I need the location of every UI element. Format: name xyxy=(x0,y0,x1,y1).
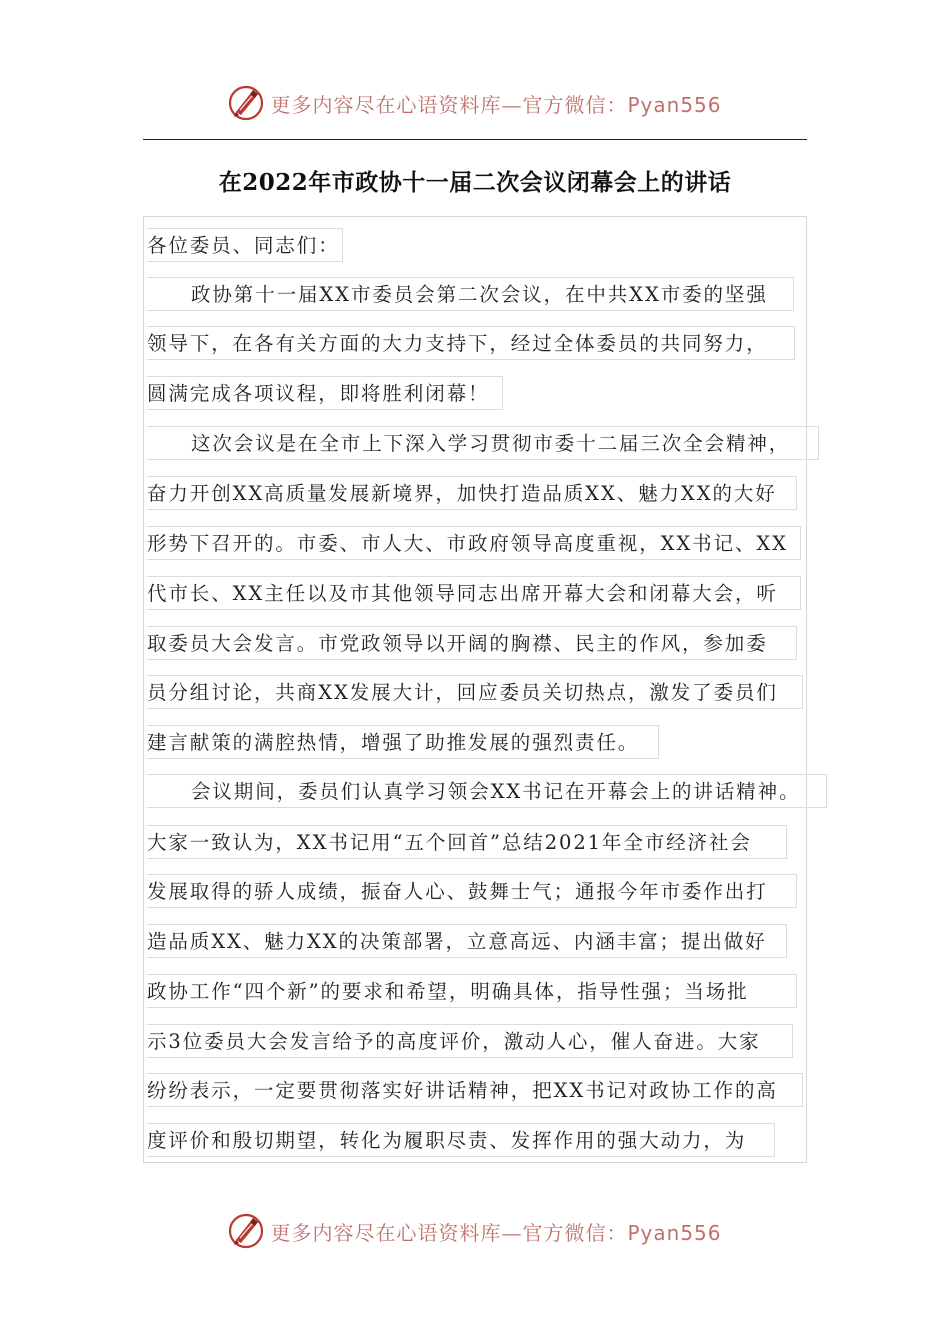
text-line-18: 纷纷表示，一定要贯彻落实好讲话精神，把XX书记对政协工作的高 xyxy=(147,1073,803,1107)
text-line-1: 各位委员、同志们： xyxy=(147,228,343,262)
text-line-9: 取委员大会发言。市党政领导以开阔的胸襟、民主的作风，参加委 xyxy=(147,626,797,660)
text-line-8: 代市长、XX主任以及市其他领导同志出席开幕大会和闭幕大会，听 xyxy=(147,576,801,610)
document-title: 在2022年市政协十一届二次会议闭幕会上的讲话 xyxy=(218,169,732,196)
text-line-19: 度评价和殷切期望，转化为履职尽责、发挥作用的强大动力，为 xyxy=(147,1123,775,1157)
text-line-11: 建言献策的满腔热情，增强了助推发展的强烈责任。 xyxy=(147,725,659,759)
text-line-14: 发展取得的骄人成绩，振奋人心、鼓舞士气；通报今年市委作出打 xyxy=(147,874,797,908)
text-line-5: 这次会议是在全市上下深入学习贯彻市委十二届三次全会精神， xyxy=(147,426,819,460)
text-line-3: 领导下，在各有关方面的大力支持下，经过全体委员的共同努力， xyxy=(147,326,795,360)
banner-label: 更多内容尽在心语资料库—官方微信： xyxy=(270,92,628,117)
text-line-16: 政协工作“四个新”的要求和希望，明确具体，指导性强；当场批 xyxy=(147,974,797,1008)
wechat-id: Pyan556 xyxy=(627,1220,722,1245)
footer-banner xyxy=(0,1206,950,1256)
header-banner xyxy=(0,78,950,128)
banner-label: 更多内容尽在心语资料库—官方微信： xyxy=(270,1220,628,1245)
text-line-7: 形势下召开的。市委、市人大、市政府领导高度重视，XX书记、XX xyxy=(147,526,801,560)
text-line-13: 大家一致认为，XX书记用“五个回首”总结2021年全市经济社会 xyxy=(147,825,787,859)
banner-text xyxy=(270,89,721,118)
text-line-6: 奋力开创XX高质量发展新境界，加快打造品质XX、魅力XX的大好 xyxy=(147,476,797,510)
text-line-4: 圆满完成各项议程，即将胜利闭幕！ xyxy=(147,376,503,410)
pen-nib-logo-icon xyxy=(228,1213,264,1249)
header-divider xyxy=(143,139,807,140)
text-line-2: 政协第十一届XX市委员会第二次会议，在中共XX市委的坚强 xyxy=(147,277,794,311)
text-line-15: 造品质XX、魅力XX的决策部署，立意高远、内涵丰富；提出做好 xyxy=(147,924,787,958)
text-line-12: 会议期间，委员们认真学习领会XX书记在开幕会上的讲话精神。 xyxy=(147,774,827,808)
banner-text xyxy=(270,1217,721,1246)
wechat-id: Pyan556 xyxy=(627,92,722,117)
text-line-10: 员分组讨论，共商XX发展大计，回应委员关切热点，激发了委员们 xyxy=(147,675,803,709)
text-line-17: 示3位委员大会发言给予的高度评价，激动人心，催人奋进。大家 xyxy=(147,1024,793,1058)
pen-nib-logo-icon xyxy=(228,85,264,121)
